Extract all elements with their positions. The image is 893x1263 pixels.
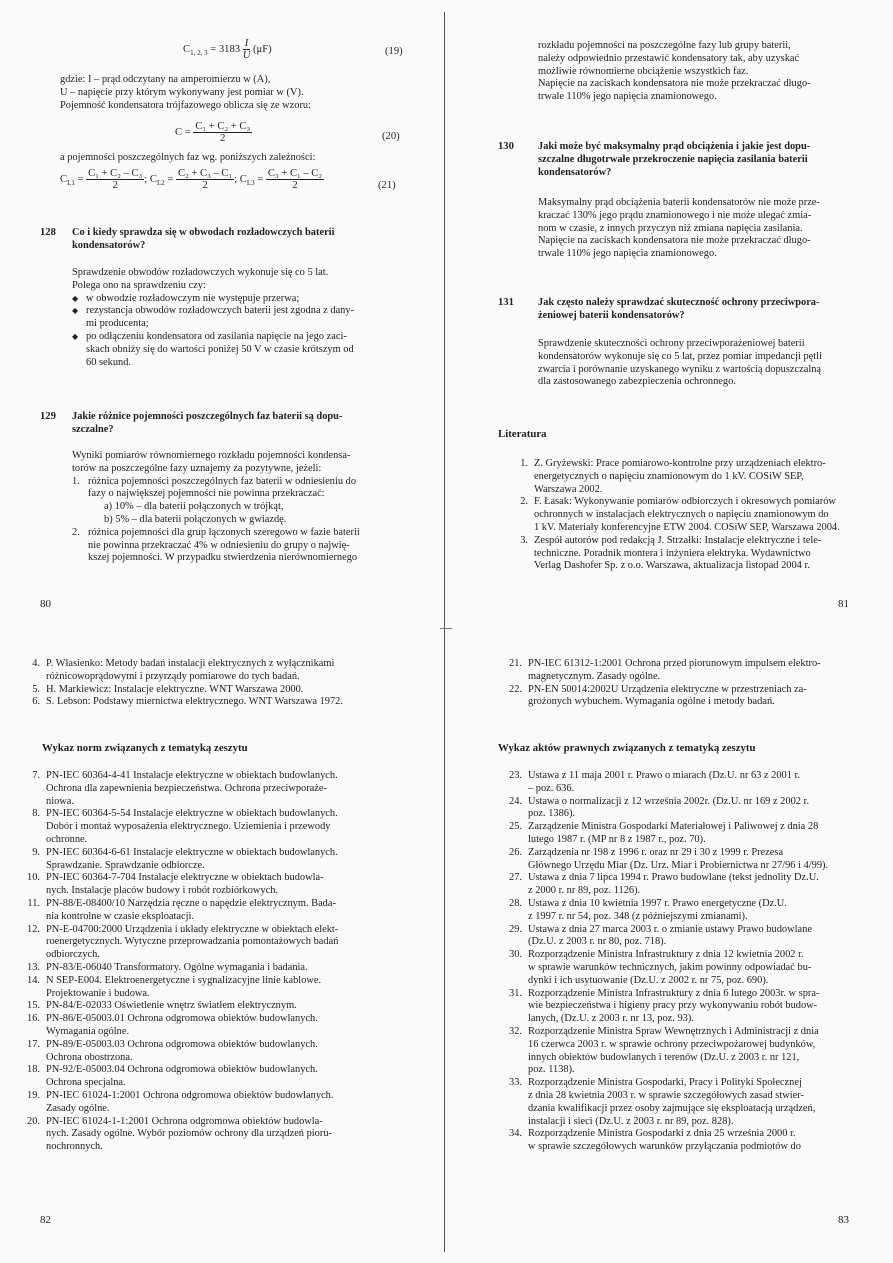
- text-line: ochronnych w instalacjach elektrycznych o napięciu znamionowym do: [534, 509, 829, 521]
- text-line: N SEP-E004. Elektroenergetyczne i sygnalizacyjne linie kablowe.: [46, 974, 322, 986]
- text-line: energetycznych o napięciu znamionowym do 1 kV. COSiW SEP,: [534, 470, 804, 482]
- item-number: 6.: [32, 696, 40, 708]
- text-line: nochronnych.: [46, 1141, 103, 1153]
- item-number: 27.: [509, 872, 522, 884]
- norm-item: [14, 975, 402, 1001]
- norm-item: [14, 1064, 402, 1090]
- page-81: [446, 0, 893, 631]
- norm-item: [14, 898, 402, 924]
- question-number: 130: [498, 141, 514, 152]
- text-line: Rozporządzenie Ministra Gospodarki z dnia 25 września 2000 r.: [528, 1128, 796, 1140]
- reference-item: [14, 658, 402, 684]
- title-line: szczalne?: [72, 423, 114, 435]
- formula-19-mid: = 3183: [207, 43, 241, 55]
- act-item: [496, 821, 858, 847]
- text-line: Polega ono na sprawdzeniu czy:: [72, 279, 206, 291]
- text-line: Pojemność kondensatora trójfazowego oblicza się ze wzoru:: [60, 99, 312, 111]
- page-number: 82: [40, 1214, 51, 1226]
- text-line: F. Łasak: Wykonywanie pomiarów odbiorczych i okresowych pomiarów: [534, 496, 836, 508]
- text-line: Ustawa z 11 maja 2001 r. Prawo o miarach (Dz.U. nr 63 z 2001 r.: [528, 770, 801, 781]
- act-item: [496, 949, 858, 987]
- norm-item: [14, 1013, 402, 1039]
- text-line: dla zastosowanego zabezpieczenia ochronnego.: [538, 376, 736, 388]
- item-number: 33.: [509, 1077, 522, 1089]
- formula-21-den: 2: [112, 180, 118, 191]
- text-line: poz. 1138).: [528, 1064, 575, 1076]
- text-line: lutego 1987 r. (MP nr 8 z 1987 r., poz. 70).: [528, 833, 706, 845]
- list-item: [72, 527, 402, 565]
- formula-20-num: C₁ + C₂ + C₃: [195, 121, 251, 132]
- page-83: [446, 631, 893, 1263]
- item-number: 16.: [27, 1013, 40, 1025]
- text-line: trwale 110% jego napięcia znamionowego.: [538, 248, 717, 260]
- text-line: Zarządzenia nr 198 z 1996 r. oraz nr 29 i 30 z 1999 r. Prezesa: [528, 846, 784, 858]
- text-line: Ustawa z dnia 7 lipca 1994 r. Prawo budowlane (tekst jednolity Dz.U.: [528, 872, 819, 884]
- text-line: różnica pojemności dla grup łączonych szeregowo w fazie baterii: [88, 526, 360, 538]
- act-item: [496, 1077, 858, 1128]
- item-number: 30.: [509, 949, 522, 961]
- text-line: Ochrona obostrzona.: [46, 1051, 133, 1063]
- text-line: niowa.: [46, 795, 74, 807]
- text-line: fazy o największej pojemności nie powinna przekraczać:: [88, 488, 325, 500]
- phase-intro: a pojemności poszczególnych faz wg. poniższych zależności:: [60, 152, 316, 163]
- formula-21-l3-num: C₃ + C₁ – C₂: [267, 168, 323, 179]
- formula-20: [175, 121, 252, 144]
- text-line: PN-86/E-05003.01 Ochrona odgromowa obiektów budowlanych.: [46, 1013, 318, 1025]
- text-line: możliwie równomierne obciążenie wszystkich faz.: [538, 65, 749, 77]
- text-line: skach obniży się do wartości poniżej 50 V w czasie krótszym od: [86, 343, 354, 355]
- text-line: różnicowoprądowymi i przyrządy pomiarowe do tych badań.: [46, 670, 300, 682]
- text-line: Projektowanie i budowa.: [46, 987, 150, 999]
- text-line: Rozporządzenie Ministra Infrastruktury z dnia 6 lutego 2003r. w spra-: [528, 987, 820, 999]
- text-line: Maksymalny prąd obciążenia baterii kondensatorów nie może prze-: [538, 197, 820, 208]
- page-number: 81: [838, 598, 849, 610]
- item-number: 22.: [509, 683, 522, 695]
- title-line: kondensatorów?: [538, 166, 612, 178]
- text-line: Zespół autorów pod redakcją J. Strzałki: Instalacje elektryczne i tele-: [534, 534, 822, 546]
- formula-20-lhs: C =: [175, 126, 191, 138]
- text-line: Rozporządzenie Ministra Spraw Wewnętrznych i Administracji z dnia: [528, 1025, 819, 1037]
- text-line: Wymagania ogólne.: [46, 1025, 130, 1037]
- list-item: [72, 476, 402, 527]
- formula-19-sub: 1, 2, 3: [190, 49, 208, 58]
- question-130-body: [538, 197, 856, 261]
- reference-item: [502, 458, 856, 496]
- formula-21-l2-sub: L2: [156, 179, 165, 188]
- norm-item: [14, 770, 402, 808]
- text-line: Sprawdzenie skuteczności ochrony przeciwporażeniowej baterii: [538, 338, 805, 349]
- item-number: 25.: [509, 821, 522, 833]
- norm-item: [496, 684, 858, 710]
- question-131-title: [538, 297, 856, 323]
- text-line: lanych, (Dz.U. z 2003 r. nr 13, poz. 93).: [528, 1013, 694, 1025]
- item-number: 9.: [32, 846, 40, 858]
- text-line: ◆ w obwodzie rozładowczym nie występuje przerwa;: [86, 292, 300, 304]
- text-line: Głównego Urzędu Miar (Dz. Urz. Miar i Probiernictwa nr 27/96 i 4/99).: [528, 859, 829, 871]
- text-line: 60 sekund.: [86, 356, 132, 368]
- question-number: 128: [40, 227, 56, 238]
- literature-list-continued: [14, 658, 402, 709]
- reference-item: [502, 496, 856, 534]
- text-line: PN-E-04700:2000 Urządzenia i układy elektryczne w obiektach elekt-: [46, 923, 339, 935]
- text-line: z dnia 28 kwietnia 2003 r. w sprawie szczegółowych zasad stwier-: [528, 1089, 804, 1101]
- item-number: 5.: [32, 683, 40, 695]
- norms-list: [14, 770, 402, 1154]
- item-number: 2.: [72, 526, 80, 538]
- text-line: S. Lebson: Podstawy miernictwa elektrycznego. WNT Warszawa 1972.: [46, 696, 343, 708]
- text-line: PN-IEC 61312-1:2001 Ochrona przed piorunowym impulsem elektro-: [528, 658, 821, 669]
- text-line: z 2000 r. nr 89, poz. 1126).: [528, 885, 641, 897]
- norm-item: [14, 808, 402, 846]
- text-line: dzania kwalifikacji przez osoby zajmujące się eksploatacją urządzeń,: [528, 1102, 816, 1114]
- reference-item: [14, 696, 402, 709]
- act-item: [496, 1026, 858, 1077]
- text-line: PN-89/E-05003.03 Ochrona odgromowa obiektów budowlanych.: [46, 1038, 318, 1050]
- title-line: Jakie różnice pojemności poszczególnych faz baterii są dopu-: [72, 411, 343, 422]
- text-line: nia kontrolne w czasie eksploatacji.: [46, 910, 195, 922]
- item-number: 28.: [509, 897, 522, 909]
- text-line: torów na poszczególne fazy uznajemy za pozytywne, jeżeli:: [72, 462, 322, 474]
- text-line: Z. Gryżewski: Prace pomiarowo-kontrolne przy urządzeniach elektro-: [534, 458, 826, 469]
- text-line: PN-84/E-02033 Oświetlenie wnętrz światłem elektrycznym.: [46, 1000, 297, 1012]
- text-line: PN-EN 50014:2002U Urządzenia elektryczne w przestrzeniach za-: [528, 683, 807, 695]
- text-line: zwarcia i porównanie uzyskanego wyniku z wartością dopuszczalną: [538, 363, 822, 375]
- sub-item: b) 5% – dla baterii połączonych w gwiazdę.: [104, 513, 287, 525]
- text-line: Rozporządzenie Ministra Infrastruktury z dnia 12 kwietnia 2002 r.: [528, 949, 804, 961]
- formula-19-lhs: C: [183, 43, 191, 55]
- question-128-body: [72, 267, 402, 369]
- text-line: Ustawa z dnia 27 marca 2003 r. o zmianie ustawy Prawo budowlane: [528, 923, 812, 935]
- formula-20-number: (20): [382, 131, 400, 142]
- text-line: wie bezpieczeństwa i higieny pracy przy wykonywaniu robót budow-: [528, 1000, 818, 1012]
- text-line: kondensatorów wykonuje się co 5 lat, przez pomiar impedancji pętli: [538, 350, 822, 362]
- formula-19-num: I: [243, 38, 251, 50]
- text-line: Rozporządzenie Ministra Gospodarki, Pracy i Polityki Społecznej: [528, 1077, 802, 1089]
- item-number: 3.: [520, 534, 528, 546]
- literature-list: [502, 458, 856, 573]
- title-line: szczalne długotrwałe przekroczenie napięcia zasilania baterii: [538, 153, 808, 165]
- text-line: trwale 110% jego napięcia znamionowego.: [538, 91, 717, 103]
- list-item: [72, 305, 402, 331]
- formula-21-den: 2: [202, 180, 208, 191]
- text-line: nych. Zasady ogólne. Wybór poziomów ochrony dla urządzeń pioru-: [46, 1128, 332, 1140]
- text-line: mi producenta;: [86, 318, 149, 330]
- text-line: ◆ po odłączeniu kondensatora od zasilania napięcie na jego zaci-: [86, 330, 347, 342]
- question-128-title: [72, 227, 402, 253]
- list-item: [72, 331, 402, 369]
- item-number: 26.: [509, 846, 522, 858]
- norm-item: [14, 924, 402, 962]
- text-line: PN-92/E-05003.04 Ochrona odgromowa obiektów budowlanych.: [46, 1064, 318, 1076]
- text-line: U – napięcie przy którym wykonywany jest pomiar w (V).: [60, 86, 304, 98]
- text-line: ochronne.: [46, 833, 88, 845]
- text-line: PN-IEC 60364-7-704 Instalacje elektryczne w obiektach budowla-: [46, 872, 324, 884]
- formula-21-l3-sub: L3: [246, 179, 255, 188]
- text-line: z 1997 r. nr 54, poz. 348 (z późniejszymi zmianami).: [528, 910, 748, 922]
- page-80: [0, 0, 446, 631]
- reference-item: [14, 684, 402, 697]
- text-line: Dobór i montaż wyposażenia elektrycznego. Uziemienia i przewody: [46, 821, 331, 833]
- text-line: P. Własienko: Metody badań instalacji elektrycznych z wyłącznikami: [46, 658, 335, 669]
- formula-21-l3-lhs: C: [239, 173, 247, 185]
- act-item: [496, 924, 858, 950]
- text-line: (Dz.U. z 2003 r. nr 80, poz. 718).: [528, 936, 667, 948]
- text-line: rozkładu pojemności na poszczególne fazy lub grupy baterii,: [538, 40, 791, 51]
- question-number: 129: [40, 411, 56, 422]
- item-number: 32.: [509, 1025, 522, 1037]
- norm-item: [14, 1000, 402, 1013]
- act-item: [496, 988, 858, 1026]
- text-line: nych. Instalacje placów budowy i robót rozbiórkowych.: [46, 885, 278, 897]
- item-number: 12.: [27, 923, 40, 935]
- text-line: PN-83/E-06040 Transformatory. Ogólne wymagania i badania.: [46, 961, 308, 973]
- page-number: 83: [838, 1214, 849, 1226]
- norm-item: [14, 872, 402, 898]
- formula-21-l2-num: C₂ + C₃ – C₁: [178, 168, 233, 179]
- item-number: 13.: [27, 961, 40, 973]
- norm-item: [14, 962, 402, 975]
- text-line: dynki i ich usytuowanie (Dz.U. z 2002 r. nr 75, poz. 690).: [528, 974, 769, 986]
- item-number: 21.: [509, 658, 522, 669]
- text-line: Wyniki pomiarów równomiernego rozkładu pojemności kondensa-: [72, 450, 351, 461]
- item-number: 1.: [520, 458, 528, 469]
- text-line: magnetycznym. Zasady ogólne.: [528, 670, 661, 682]
- text-line: instalacji i sieci (Dz.U. z 2003 r. nr 89, poz. 828).: [528, 1115, 734, 1127]
- text-line: kraczać 130% jego prądu znamionowego i nie może ulegać zmia-: [538, 209, 812, 221]
- item-number: 2.: [520, 496, 528, 508]
- reference-item: [502, 535, 856, 573]
- text-line: Zarządzenie Ministra Gospodarki Materiałowej i Paliwowej z dnia 28: [528, 821, 819, 833]
- text-line: Sprawdzanie. Sprawdzanie odbiorcze.: [46, 859, 205, 871]
- item-number: 7.: [32, 770, 40, 781]
- formula-19: [183, 38, 272, 61]
- text-line: PN-IEC 61024-1-1:2001 Ochrona odgromowa obiektów budowla-: [46, 1115, 323, 1127]
- text-line: Napięcie na zaciskach kondensatora nie może przekraczać długo-: [538, 235, 811, 247]
- question-130-title: [538, 141, 856, 179]
- act-item: [496, 1128, 858, 1154]
- text-line: 16 czerwca 2003 r. w sprawie ochrony przeciwpożarowej budynków,: [528, 1038, 816, 1050]
- text-line: PN-IEC 61024-1:2001 Ochrona odgromowa obiektów budowlanych.: [46, 1089, 334, 1101]
- text-line: PN-IEC 60364-4-41 Instalacje elektryczne w obiektach budowlanych.: [46, 770, 338, 781]
- norm-item: [14, 1090, 402, 1116]
- acts-heading: Wykaz aktów prawnych związanych z tematyką zeszytu: [498, 742, 756, 754]
- text-line: Sprawdzenie obwodów rozładowczych wykonuje się co 5 lat.: [72, 267, 329, 278]
- text-line: nie powinna przekraczać 4% w odniesieniu do grupy o najwię-: [88, 539, 350, 551]
- norms-heading: Wykaz norm związanych z tematyką zeszytu: [42, 742, 248, 754]
- text-line: Ochrona specjalna.: [46, 1077, 126, 1089]
- formula-21-l1-sub: L1: [67, 179, 75, 188]
- item-number: 23.: [509, 770, 522, 781]
- item-number: 10.: [27, 872, 40, 884]
- item-number: 4.: [32, 658, 40, 669]
- title-line: Jak często należy sprawdzać skuteczność ochrony przeciwpora-: [538, 297, 820, 308]
- act-item: [496, 847, 858, 873]
- text-line: kszej pojemności. W przypadku stwierdzenia nierównomiernego: [88, 552, 358, 564]
- title-line: Co i kiedy sprawdza się w obwodach rozładowczych baterii: [72, 227, 335, 238]
- item-number: 15.: [27, 1000, 40, 1012]
- formula-21: $C_{L1}$ = $\frac{\text{C₁ + C₂ – C₃}}{2}$ ; $C_{L2}$ = $\frac{\text{C₂ + C₃ – C₁}}{2}$ ; $C_{L3}$ = $\frac{\text{C₃ + C₁ – C₂}}{2}$: [60, 168, 323, 191]
- text-line: należy odpowiednio przestawić kondensatory tak, aby uzyskać: [538, 52, 800, 64]
- text-line: 1 kV. Materiały konferencyjne ETW 2004. COSiW SEP, Warszawa 2004.: [534, 521, 840, 533]
- title-line: kondensatorów?: [72, 239, 146, 251]
- act-item: [496, 796, 858, 822]
- formula-19-unit: (μF): [253, 43, 272, 55]
- text-line: techniczne. Poradnik montera i inżyniera elektryka. Wydawnictwo: [534, 547, 811, 559]
- text-line: PN-IEC 60364-6-61 Instalacje elektryczne w obiektach budowlanych.: [46, 846, 338, 858]
- text-line: gdzie: I – prąd odczytany na amperomierzu w (A),: [60, 74, 271, 85]
- title-line: żeniowej baterii kondensatorów?: [538, 309, 685, 321]
- question-129-title: [72, 411, 402, 437]
- item-number: 11.: [27, 897, 40, 909]
- text-line: Warszawa 2002.: [534, 483, 603, 495]
- text-line: Ustawa z dnia 10 kwietnia 1997 r. Prawo energetyczne (Dz.U.: [528, 897, 787, 909]
- item-number: 14.: [27, 974, 40, 986]
- item-number: 19.: [27, 1089, 40, 1101]
- text-line: Napięcie na zaciskach kondensatora nie może przekraczać długo-: [538, 78, 811, 90]
- text-line: PN-IEC 60364-5-54 Instalacje elektryczne w obiektach budowlanych.: [46, 808, 338, 820]
- text-line: różnica pojemności poszczególnych faz baterii w odniesieniu do: [88, 475, 357, 487]
- text-line: nom w czasie, z innych przyczyn niż zmiana napięcia zasilania.: [538, 222, 803, 234]
- item-number: 8.: [32, 808, 40, 820]
- item-number: 1.: [72, 475, 80, 487]
- norm-item: [14, 847, 402, 873]
- item-number: 31.: [509, 987, 522, 999]
- norm-item: [14, 1116, 402, 1154]
- formula-21-l1-lhs: C: [60, 173, 68, 185]
- continuation-text: [538, 40, 856, 104]
- text-line: – poz. 636.: [528, 782, 575, 794]
- item-number: 18.: [27, 1064, 40, 1076]
- text-line: innych obiektów budowlanych i terenów (Dz.U. z 2003 r. nr 121,: [528, 1051, 800, 1063]
- text-line: Ochrona dla zapewnienia bezpieczeństwa. Ochrona przeciwporaże-: [46, 782, 327, 794]
- norm-item: [496, 658, 858, 684]
- text-line: PN-88/E-08400/10 Narzędzia ręczne o napędzie elektrycznym. Bada-: [46, 897, 336, 909]
- text-line: w sprawie szczegółowych warunków przyłączania podmiotów do: [528, 1141, 801, 1153]
- text-line: grożonych wybuchem. Wymagania ogólne i metody badań.: [528, 696, 775, 708]
- text-line: Zasady ogólne.: [46, 1102, 110, 1114]
- item-number: 34.: [509, 1128, 522, 1140]
- text-line: Verlag Dashofer Sp. z o.o. Warszawa, aktualizacja listopad 2004 r.: [534, 560, 810, 572]
- formula-20-den: 2: [220, 133, 226, 144]
- question-number: 131: [498, 297, 514, 308]
- acts-list: [496, 770, 858, 1154]
- norms-list-continued: [496, 658, 858, 709]
- page-82: [0, 631, 446, 1263]
- question-131-body: [538, 338, 856, 389]
- norm-item: [14, 1039, 402, 1065]
- act-item: [496, 898, 858, 924]
- formula-19-number: (19): [385, 46, 403, 57]
- item-number: 24.: [509, 795, 522, 807]
- question-129-body: [72, 450, 402, 565]
- literature-heading: Literatura: [498, 428, 547, 440]
- list-item: [72, 293, 402, 306]
- item-number: 29.: [509, 923, 522, 935]
- formula-19-den: U: [242, 50, 251, 61]
- text-line: odbiorczych.: [46, 949, 100, 961]
- text-line: ◆ rezystancja obwodów rozładowczych baterii jest zgodna z dany-: [86, 305, 355, 317]
- formula-21-l2-lhs: C: [149, 173, 157, 185]
- item-number: 17.: [27, 1038, 40, 1050]
- sub-item: a) 10% – dla baterii połączonych w trójkąt,: [104, 501, 284, 513]
- formula-21-den: 2: [292, 180, 298, 191]
- formula-21-l1-num: C₁ + C₂ – C₃: [88, 168, 143, 179]
- text-line: roenergetycznych. Wytyczne przeprowadzania pomontażowych badań: [46, 936, 339, 948]
- page-number: 80: [40, 598, 51, 610]
- text-line: Ustawa o normalizacji z 12 września 2002r. (Dz.U. nr 169 z 2002 r.: [528, 795, 810, 807]
- act-item: [496, 770, 858, 796]
- act-item: [496, 872, 858, 898]
- text-line: H. Markiewicz: Instalacje elektryczne. WNT Warszawa 2000.: [46, 683, 304, 695]
- where-block: [60, 74, 400, 112]
- item-number: 20.: [27, 1115, 40, 1127]
- text-line: w sprawie warunków technicznych, jakim powinny odpowiadać bu-: [528, 961, 812, 973]
- text-line: poz. 1386).: [528, 808, 576, 820]
- formula-21-number: (21): [378, 180, 396, 191]
- title-line: Jaki może być maksymalny prąd obciążenia i jakie jest dopu-: [538, 141, 811, 152]
